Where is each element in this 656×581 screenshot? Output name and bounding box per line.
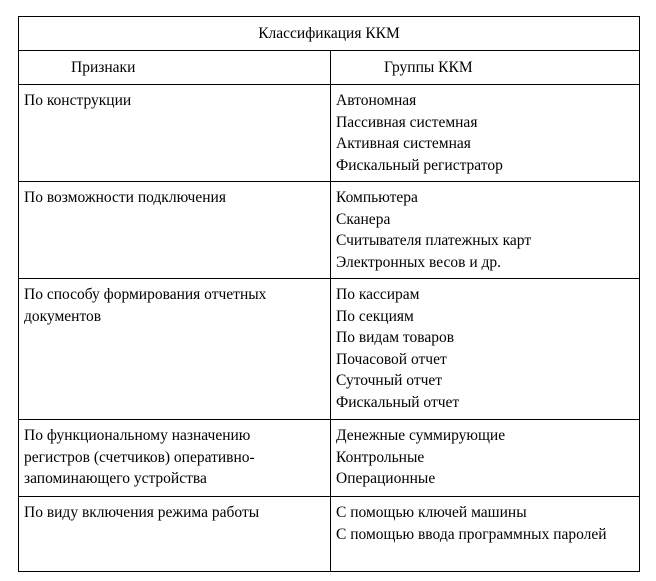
feature-line: По возможности подключения	[24, 189, 226, 206]
group-item: По секциям	[336, 307, 414, 325]
group-item: Пассивная системная	[336, 113, 478, 131]
groups-cell	[331, 182, 640, 279]
group-item: Почасовой отчет	[336, 350, 447, 368]
groups-cell	[331, 497, 640, 572]
feature-line: запоминающего устройства	[24, 470, 207, 487]
feature-cell	[19, 279, 331, 420]
group-item: Контрольные	[336, 448, 425, 466]
table-row	[19, 279, 640, 420]
group-item: По кассирам	[336, 286, 420, 303]
table-row	[19, 182, 640, 279]
feature-line: По конструкции	[24, 92, 132, 109]
header-features: Признаки	[19, 51, 331, 85]
group-item: Суточный отчет	[336, 372, 443, 389]
groups-cell	[331, 85, 640, 182]
group-item: Фискальный регистратор	[336, 156, 503, 174]
group-item: Денежные суммирующие	[336, 427, 506, 444]
table-row	[19, 497, 640, 572]
header-groups: Группы ККМ	[331, 51, 640, 85]
group-item: Считывателя платежных карт	[336, 232, 532, 249]
feature-line: регистров (счетчиков) оперативно-	[24, 448, 255, 466]
feature-line: По функциональному назначению	[24, 427, 251, 444]
group-item: Сканера	[336, 210, 391, 228]
group-item: По видам товаров	[336, 329, 455, 346]
group-item: С помощью ввода программных паролей	[336, 525, 607, 543]
feature-line: документов	[24, 307, 102, 325]
feature-line: По способу формирования отчетных	[24, 286, 267, 303]
group-item: Электронных весов и др.	[336, 253, 502, 271]
feature-cell	[19, 420, 331, 497]
classification-table	[18, 16, 640, 572]
feature-cell	[19, 182, 331, 279]
group-item: Автономная	[336, 92, 417, 109]
feature-cell	[19, 497, 331, 572]
feature-cell	[19, 85, 331, 182]
table-title: Классификация ККМ	[19, 17, 640, 51]
group-item: Операционные	[336, 470, 436, 487]
title-row	[19, 17, 640, 51]
feature-line: По виду включения режима работы	[24, 504, 260, 521]
table-row	[19, 85, 640, 182]
groups-cell	[331, 279, 640, 420]
group-item: Компьютера	[336, 189, 418, 206]
group-item: Активная системная	[336, 135, 471, 152]
groups-cell	[331, 420, 640, 497]
table-row	[19, 420, 640, 497]
group-item: Фискальный отчет	[336, 393, 460, 411]
header-row	[19, 51, 640, 85]
group-item: С помощью ключей машины	[336, 504, 527, 521]
